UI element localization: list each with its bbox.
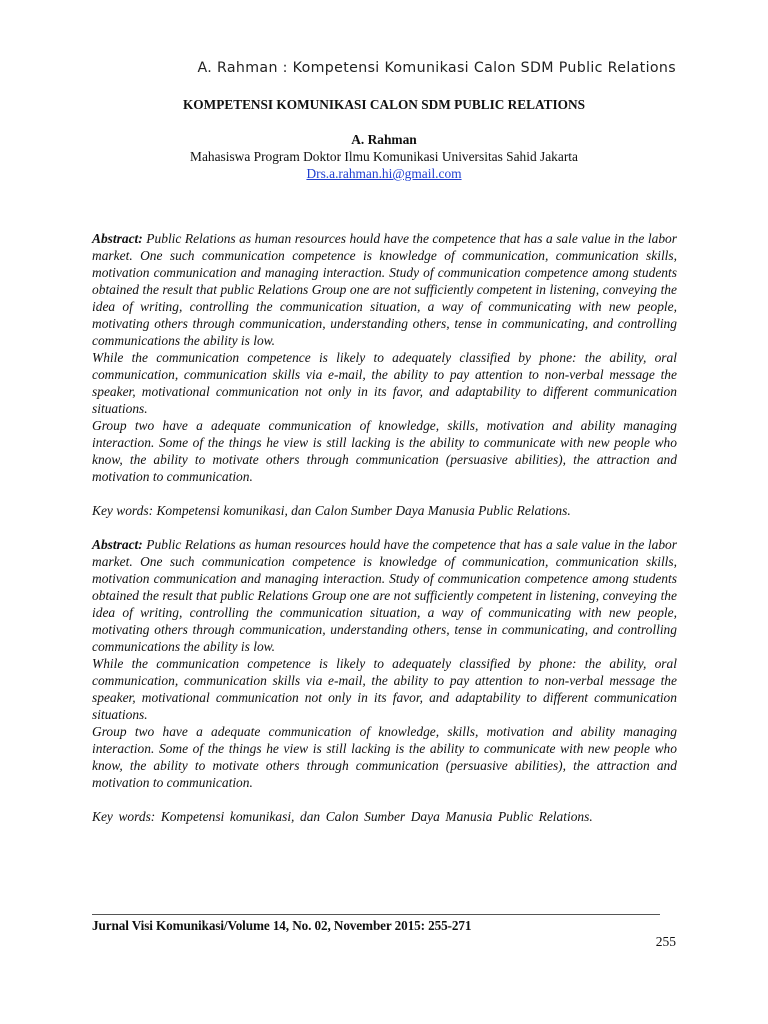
author-email-link[interactable]: Drs.a.rahman.hi@gmail.com	[306, 166, 462, 181]
abstract-text: Public Relations as human resources hould have the competence that has a sale value in the labor market. One such communication competence is knowledge of communication, communication skills, motivation communication and managing interaction. Study of communication competence among students obtained the result that public Relations Group one are not sufficiently competent in listening, conveying the idea of writing, controlling the communication situation, a way of communicating with new people, motivating others through communication, understanding others, tense in communicating, and controlling communications the ability is low.	[92, 537, 678, 654]
keywords-line: Key words: Kompetensi komunikasi, dan Calon Sumber Daya Manusia Public Relations.	[92, 503, 571, 518]
running-header: A. Rahman : Kompetensi Komunikasi Calon SDM Public Relations	[197, 60, 676, 76]
abstract-paragraph: While the communication competence is likely to adequately classified by phone: the ability, oral communication, communication skills via e-mail, the ability to pay attention to non-verbal message the speaker, motivational communication not only in its favor, and adaptability to different communication situations.	[92, 656, 677, 722]
footer-divider	[92, 914, 660, 915]
article-heading	[92, 96, 676, 182]
abstract-section	[92, 230, 677, 842]
abstract-label: Abstract:	[92, 231, 143, 246]
abstract-paragraph: Group two have a adequate communication of knowledge, skills, motivation and ability managing interaction. Some of the things he view is still lacking is the ability to communicate with new people who know, the ability to motivate others through communication (persuasive abilities), the attraction and motivation to communication.	[92, 418, 677, 484]
keywords-line: Key words: Kompetensi komunikasi, dan Calon Sumber Daya Manusia Public Relations.	[92, 809, 593, 824]
abstract-paragraph: Group two have a adequate communication of knowledge, skills, motivation and ability managing interaction. Some of the things he view is still lacking is the ability to communicate with new people who know, the ability to motivate others through communication (persuasive abilities), the attraction and motivation to communication.	[92, 724, 677, 790]
abstract-paragraph: While the communication competence is likely to adequately classified by phone: the ability, oral communication, communication skills via e-mail, the ability to pay attention to non-verbal message the speaker, motivational communication not only in its favor, and adaptability to different communication situations.	[92, 350, 677, 416]
author-affiliation: Mahasiswa Program Doktor Ilmu Komunikasi Universitas Sahid Jakarta	[190, 149, 578, 164]
abstract-block	[92, 536, 677, 825]
abstract-text: Public Relations as human resources hould have the competence that has a sale value in the labor market. One such communication competence is knowledge of communication, communication skills, motivation communication and managing interaction. Study of communication competence among students obtained the result that public Relations Group one are not sufficiently competent in listening, conveying the idea of writing, controlling the communication situation, a way of communicating with new people, motivating others through communication, understanding others, tense in communicating, and controlling communications the ability is low.	[92, 231, 678, 348]
abstract-paragraph	[92, 230, 677, 349]
abstract-label: Abstract:	[92, 537, 143, 552]
page-number: 255	[655, 934, 676, 949]
abstract-paragraph	[92, 536, 677, 655]
journal-citation: Jurnal Visi Komunikasi/Volume 14, No. 02, November 2015: 255-271	[92, 918, 472, 933]
author-name: A. Rahman	[351, 132, 417, 147]
abstract-block	[92, 230, 677, 519]
paper-title: KOMPETENSI KOMUNIKASI CALON SDM PUBLIC RELATIONS	[182, 97, 586, 112]
